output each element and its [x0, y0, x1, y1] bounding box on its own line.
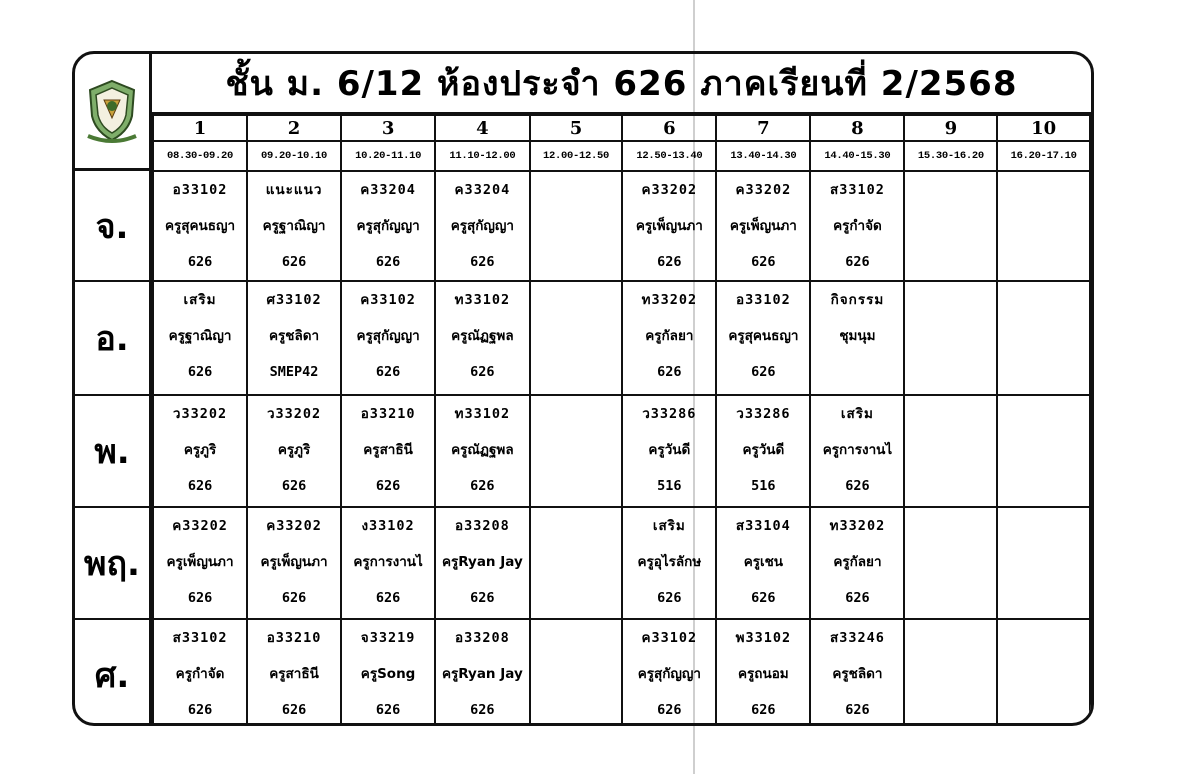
cell-teacher: ครูสาธินี — [269, 666, 319, 682]
timetable-cell — [153, 171, 247, 281]
cell-teacher: ครูณัฏฐพล — [451, 328, 514, 344]
cell-room: 626 — [845, 702, 870, 718]
timetable-cell — [810, 281, 904, 395]
cell-teacher: ครูอุไรลักษ — [637, 554, 702, 570]
day-divider — [75, 394, 152, 396]
cell-subject-code: ค33102 — [641, 630, 698, 646]
cell-teacher: ครูSong — [360, 666, 416, 682]
cell-room: 626 — [470, 364, 495, 380]
cell-subject-code: ค33204 — [360, 182, 416, 198]
cell-subject-code: เสริม — [183, 292, 217, 308]
cell-room: 626 — [845, 478, 870, 494]
timetable-cell — [622, 171, 716, 281]
cell-room: 626 — [657, 364, 682, 380]
cell-teacher: ครูกัลยา — [645, 328, 694, 344]
timetable-cell — [153, 619, 247, 726]
cell-subject-code: พ33102 — [735, 630, 792, 646]
day-row — [153, 395, 1090, 507]
timetable-cell — [341, 281, 435, 395]
cell-room: 626 — [845, 590, 870, 606]
day-label: ศ. — [75, 619, 152, 726]
cell-subject-code: ว33286 — [642, 406, 697, 422]
cell-room: 626 — [375, 702, 401, 718]
cell-room: 626 — [187, 478, 213, 494]
cell-room: 626 — [187, 702, 213, 718]
timetable-cell — [904, 507, 997, 619]
cell-subject-code: ท33102 — [454, 292, 511, 308]
cell-teacher: ครูRyan Jay — [441, 666, 523, 682]
cell-teacher: ครูสุกัญญา — [637, 666, 701, 682]
cell-room: 626 — [470, 254, 495, 270]
timetable-cell — [530, 171, 623, 281]
timetable-cell — [435, 507, 530, 619]
period-number-8: 8 — [810, 115, 904, 141]
timetable-cell — [997, 507, 1090, 619]
timetable-cell — [716, 619, 810, 726]
timetable-cell — [622, 281, 716, 395]
day-divider — [75, 506, 152, 508]
cell-room: 626 — [470, 478, 495, 494]
cell-teacher: ครูณัฏฐพล — [451, 442, 514, 458]
cell-room: 516 — [657, 478, 682, 494]
day-row — [153, 507, 1090, 619]
cell-teacher: ครูการงานไ — [353, 554, 423, 570]
school-crest-icon — [84, 78, 140, 144]
timetable-cell — [435, 619, 530, 726]
cell-subject-code: ว33202 — [172, 406, 228, 422]
cell-subject-code: ค33202 — [641, 182, 698, 198]
timetable-cell — [904, 281, 997, 395]
day-row — [153, 171, 1090, 281]
cell-room: 626 — [470, 590, 495, 606]
cell-subject-code: กิจกรรม — [830, 292, 885, 308]
cell-teacher: ครูวันดี — [742, 442, 785, 458]
cell-teacher: ครูสุกัญญา — [356, 328, 420, 344]
day-label: พฤ. — [75, 507, 152, 619]
timetable-cell — [997, 171, 1090, 281]
timetable-cell — [622, 619, 716, 726]
cell-subject-code: ส33102 — [172, 630, 228, 646]
cell-subject-code: อ33210 — [360, 406, 416, 422]
cell-subject-code: เสริม — [652, 518, 686, 534]
day-label: จ. — [75, 171, 152, 281]
timetable-cell — [622, 395, 716, 507]
cell-room: 626 — [281, 478, 307, 494]
timetable-cell — [997, 619, 1090, 726]
period-number-1: 1 — [153, 115, 247, 141]
timetable-cell — [810, 619, 904, 726]
cell-subject-code: ค33202 — [172, 518, 228, 534]
timetable-cell — [716, 281, 810, 395]
timetable-cell — [810, 171, 904, 281]
timetable-cell — [435, 395, 530, 507]
cell-room: SMEP42 — [269, 364, 319, 380]
cell-room: 626 — [845, 254, 870, 270]
timetable-cell — [997, 281, 1090, 395]
cell-subject-code: ว33202 — [266, 406, 322, 422]
period-number-9: 9 — [904, 115, 997, 141]
period-number-10: 10 — [997, 115, 1090, 141]
timetable-cell — [904, 171, 997, 281]
cell-teacher: ครูเชน — [743, 554, 784, 570]
cell-teacher: ครูสาธินี — [363, 442, 413, 458]
cell-teacher: ครูชลิดา — [832, 666, 883, 682]
cell-subject-code: ค33204 — [454, 182, 511, 198]
timetable-cell — [247, 619, 341, 726]
cell-subject-code: ส33246 — [829, 630, 885, 646]
timetable-cell — [247, 395, 341, 507]
cell-subject-code: จ33219 — [360, 630, 416, 646]
timetable-cell — [153, 281, 247, 395]
cell-room: 626 — [281, 702, 307, 718]
cell-subject-code: ท33202 — [829, 518, 886, 534]
timetable-cell — [247, 281, 341, 395]
cell-teacher: ครูกำจัด — [175, 666, 225, 682]
timetable-cell — [622, 507, 716, 619]
timetable-cell — [716, 171, 810, 281]
cell-teacher: ครูชลิดา — [269, 328, 320, 344]
timetable-cell — [810, 395, 904, 507]
timetable-cell — [810, 507, 904, 619]
cell-room: 626 — [187, 364, 213, 380]
cell-subject-code: ค33202 — [735, 182, 792, 198]
cell-room: 626 — [751, 702, 776, 718]
timetable-frame — [72, 51, 1094, 726]
cell-teacher: ครูสุกัญญา — [356, 218, 420, 234]
timetable-cell — [530, 619, 623, 726]
period-time-2: 09.20-10.10 — [247, 141, 341, 171]
cell-subject-code: ท33202 — [641, 292, 698, 308]
cell-teacher: ครูสุคนธญา — [164, 218, 236, 234]
cell-teacher: ครูกำจัด — [833, 218, 882, 234]
cell-room: 626 — [657, 590, 682, 606]
cell-teacher: ครูภูริ — [277, 442, 311, 458]
period-number-6: 6 — [622, 115, 716, 141]
cell-subject-code: อ33208 — [454, 518, 510, 534]
cell-subject-code: อ33210 — [266, 630, 322, 646]
cell-room: 626 — [375, 254, 401, 270]
cell-subject-code: อ33102 — [172, 182, 228, 198]
period-time-4: 11.10-12.00 — [435, 141, 530, 171]
cell-subject-code: ส33104 — [735, 518, 791, 534]
timetable-cell — [435, 281, 530, 395]
cell-room: 626 — [751, 590, 776, 606]
timetable-cell — [904, 619, 997, 726]
cell-subject-code: ส33102 — [829, 182, 885, 198]
cell-room: 626 — [657, 702, 682, 718]
cell-teacher: ครูเพ็ญนภา — [729, 218, 797, 234]
cell-teacher: ครูเพ็ญนภา — [166, 554, 234, 570]
timetable-cell — [530, 507, 623, 619]
timetable-cell — [997, 395, 1090, 507]
cell-subject-code: แนะแนว — [265, 182, 323, 198]
timetable-cell — [716, 507, 810, 619]
cell-room: 626 — [375, 364, 401, 380]
school-logo — [75, 54, 152, 171]
timetable-cell — [530, 395, 623, 507]
cell-room: 516 — [751, 478, 776, 494]
timetable-cell — [341, 507, 435, 619]
period-time-7: 13.40-14.30 — [716, 141, 810, 171]
day-label: อ. — [75, 281, 152, 395]
timetable-cell — [904, 395, 997, 507]
cell-subject-code: ว33286 — [736, 406, 791, 422]
day-label: พ. — [75, 395, 152, 507]
period-time-10: 16.20-17.10 — [997, 141, 1090, 171]
period-time-8: 14.40-15.30 — [810, 141, 904, 171]
period-number-2: 2 — [247, 115, 341, 141]
timetable-cell — [247, 507, 341, 619]
cell-teacher: ครูสุคนธญา — [728, 328, 799, 344]
cell-room: 626 — [187, 254, 213, 270]
cell-room: 626 — [751, 364, 776, 380]
cell-subject-code: ค33102 — [360, 292, 416, 308]
cell-teacher: ครูฐาณิญา — [262, 218, 326, 234]
cell-subject-code: ท33102 — [454, 406, 511, 422]
cell-teacher: ครูRyan Jay — [441, 554, 523, 570]
cell-room: 626 — [375, 478, 401, 494]
cell-teacher: ครูการงานไ — [822, 442, 893, 458]
timetable-cell — [530, 281, 623, 395]
timetable-cell — [153, 395, 247, 507]
timetable-cell — [153, 507, 247, 619]
period-time-9: 15.30-16.20 — [904, 141, 997, 171]
schedule-title: ชั้น ม. 6/12 ห้องประจำ 626 ภาคเรียนที่ 2/2568 — [152, 54, 1091, 114]
cell-room: 626 — [470, 702, 495, 718]
period-number-7: 7 — [716, 115, 810, 141]
day-divider — [75, 280, 152, 282]
cell-teacher: ครูภูริ — [183, 442, 217, 458]
day-row — [153, 281, 1090, 395]
cell-room: 626 — [281, 254, 307, 270]
cell-teacher: ครูวันดี — [648, 442, 691, 458]
cell-room: 626 — [751, 254, 776, 270]
timetable-grid — [152, 114, 1091, 726]
cell-room: 626 — [281, 590, 307, 606]
period-number-3: 3 — [341, 115, 435, 141]
cell-teacher: ครูสุกัญญา — [450, 218, 514, 234]
cell-subject-code: อ33102 — [735, 292, 791, 308]
cell-room: 626 — [657, 254, 682, 270]
timetable-cell — [341, 395, 435, 507]
cell-teacher: ครูเพ็ญนภา — [635, 218, 703, 234]
period-time-6: 12.50-13.40 — [622, 141, 716, 171]
timetable-cell — [435, 171, 530, 281]
period-time-1: 08.30-09.20 — [153, 141, 247, 171]
cell-room: 626 — [187, 590, 213, 606]
period-time-row — [153, 141, 1090, 171]
period-time-5: 12.00-12.50 — [530, 141, 623, 171]
cell-subject-code: ง33102 — [361, 518, 415, 534]
cell-teacher: ครูเพ็ญนภา — [260, 554, 328, 570]
cell-room: 626 — [375, 590, 401, 606]
timetable-cell — [341, 171, 435, 281]
day-divider — [75, 618, 152, 620]
cell-teacher: ชุมนุม — [839, 328, 876, 344]
period-number-4: 4 — [435, 115, 530, 141]
period-number-5: 5 — [530, 115, 623, 141]
timetable-cell — [716, 395, 810, 507]
timetable-cell — [341, 619, 435, 726]
cell-subject-code: ศ33102 — [266, 292, 322, 308]
period-time-3: 10.20-11.10 — [341, 141, 435, 171]
cell-teacher: ครูถนอม — [738, 666, 789, 682]
day-row — [153, 619, 1090, 726]
cell-teacher: ครูกัลยา — [833, 554, 882, 570]
cell-teacher: ครูฐาณิญา — [168, 328, 232, 344]
cell-subject-code: เสริม — [840, 406, 874, 422]
cell-subject-code: อ33208 — [454, 630, 510, 646]
timetable-cell — [247, 171, 341, 281]
cell-subject-code: ค33202 — [266, 518, 322, 534]
period-number-row — [153, 115, 1090, 141]
